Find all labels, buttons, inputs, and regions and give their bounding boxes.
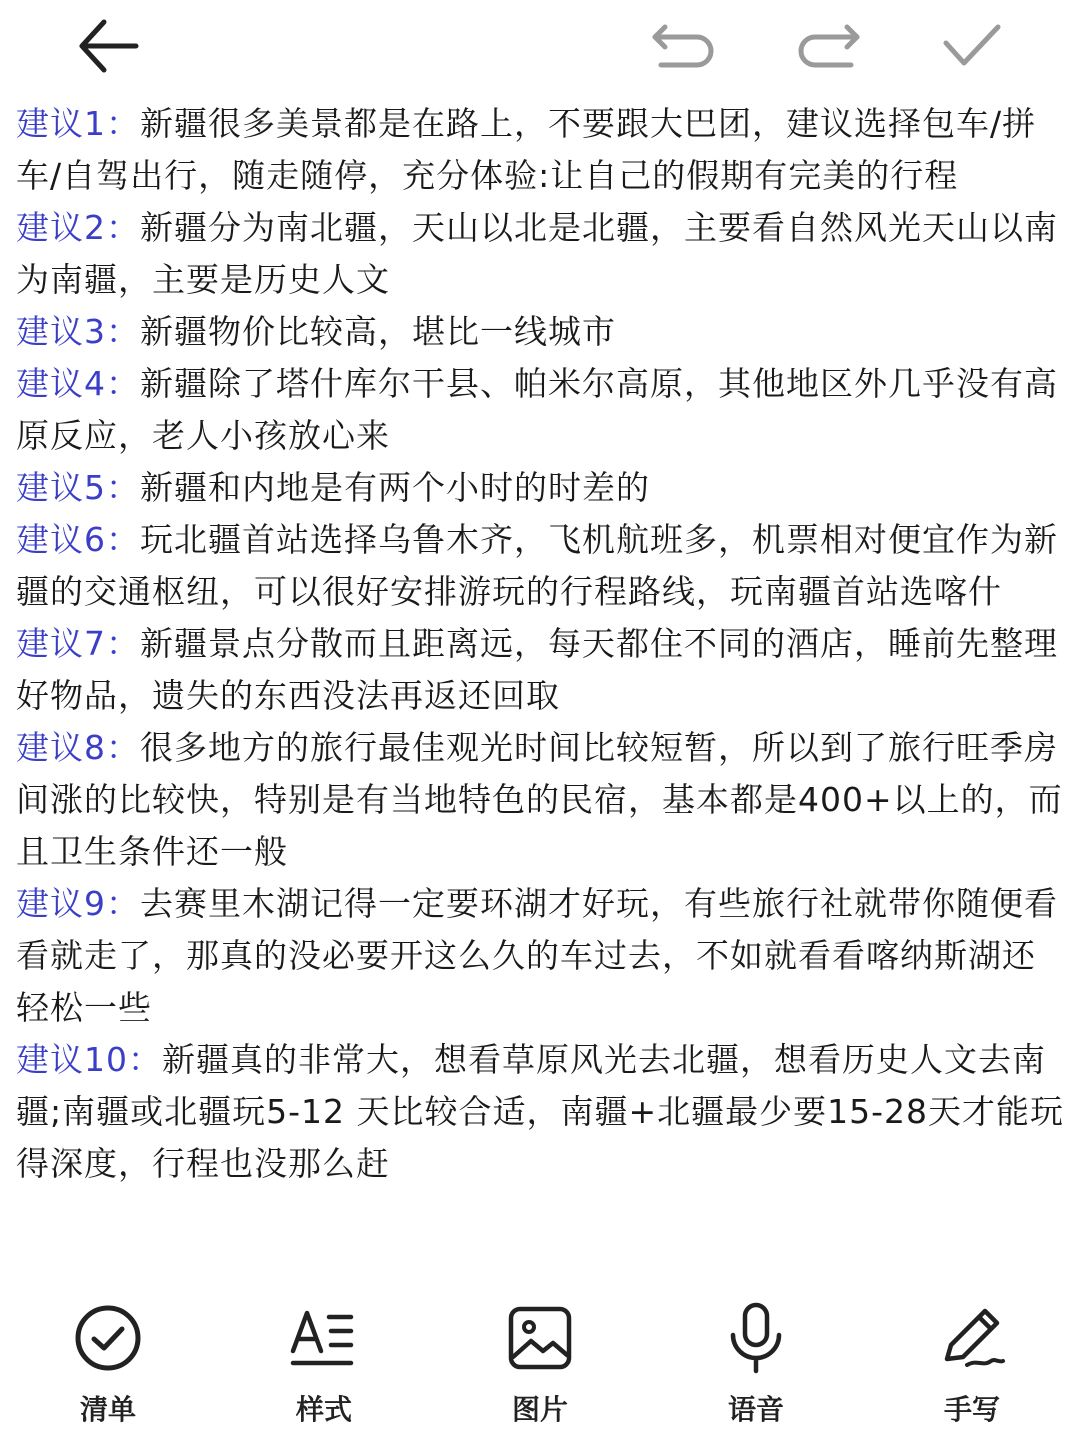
redo-icon	[795, 21, 861, 71]
checklist-button[interactable]	[38, 1298, 178, 1428]
handwriting-button[interactable]	[902, 1298, 1042, 1428]
item-label: 建议6：	[16, 520, 140, 559]
item-label: 建议10：	[16, 1040, 162, 1079]
item-label: 建议1：	[16, 104, 140, 143]
style-label: 样式	[295, 1393, 352, 1426]
note-item	[16, 306, 1066, 358]
arrow-left-icon	[76, 16, 140, 76]
item-label: 建议7：	[16, 624, 140, 663]
item-text: 新疆真的非常大，想看草原风光去北疆，想看历史人文去南疆;南疆或北疆玩5-12 天比较合适，南疆+北疆最少要15-28天才能玩得深度，行程也没那么赶	[16, 1040, 1065, 1183]
done-button[interactable]	[936, 14, 1008, 78]
microphone-icon	[721, 1301, 791, 1375]
note-item	[16, 1034, 1066, 1190]
item-text: 很多地方的旅行最佳观光时间比较短暂，所以到了旅行旺季房间涨的比较快，特别是有当地特色的民宿，基本都是400+以上的，而且卫生条件还一般	[16, 728, 1063, 871]
note-item	[16, 98, 1066, 202]
note-item	[16, 462, 1066, 514]
item-text: 新疆很多美景都是在路上，不要跟大巴团，建议选择包车/拼车/自驾出行，随走随停，充分体验:让自己的假期有完美的行程	[16, 104, 1037, 195]
item-label: 建议3：	[16, 312, 140, 351]
redo-button[interactable]	[792, 14, 864, 78]
item-text: 新疆分为南北疆，天山以北是北疆，主要看自然风光天山以南为南疆，主要是历史人文	[16, 208, 1058, 299]
style-button[interactable]	[254, 1298, 394, 1428]
note-item	[16, 878, 1066, 1034]
note-item	[16, 202, 1066, 306]
checklist-circle-check-icon	[73, 1303, 143, 1373]
voice-label: 语音	[727, 1393, 784, 1426]
checklist-label: 清单	[79, 1393, 136, 1426]
item-label: 建议5：	[16, 468, 140, 507]
item-label: 建议9：	[16, 884, 140, 923]
item-text: 去赛里木湖记得一定要环湖才好玩，有些旅行社就带你随便看看就走了，那真的没必要开这么久的车过去，不如就看看喀纳斯湖还轻松一些	[16, 884, 1058, 1027]
voice-button[interactable]	[686, 1298, 826, 1428]
back-button[interactable]	[72, 14, 144, 78]
note-item	[16, 514, 1066, 618]
item-label: 建议4：	[16, 364, 140, 403]
item-text: 新疆和内地是有两个小时的时差的	[140, 468, 650, 507]
image-icon	[505, 1303, 575, 1373]
note-item	[16, 722, 1066, 878]
image-label: 图片	[511, 1393, 568, 1426]
checkmark-icon	[940, 21, 1004, 71]
undo-button[interactable]	[648, 14, 720, 78]
top-toolbar	[0, 0, 1080, 96]
item-label: 建议2：	[16, 208, 140, 247]
note-body[interactable]	[16, 98, 1066, 1190]
item-text: 玩北疆首站选择乌鲁木齐，飞机航班多，机票相对便宜作为新疆的交通枢纽，可以很好安排游玩的行程路线，玩南疆首站选喀什	[16, 520, 1058, 611]
item-text: 新疆除了塔什库尔干县、帕米尔高原，其他地区外几乎没有高原反应，老人小孩放心来	[16, 364, 1058, 455]
handwriting-pen-icon	[937, 1303, 1007, 1373]
item-text: 新疆物价比较高，堪比一线城市	[140, 312, 616, 351]
note-item	[16, 618, 1066, 722]
item-text: 新疆景点分散而且距离远，每天都住不同的酒店，睡前先整理好物品，遗失的东西没法再返还回取	[16, 624, 1058, 715]
item-label: 建议8：	[16, 728, 140, 767]
handwriting-label: 手写	[943, 1393, 1000, 1426]
note-item	[16, 358, 1066, 462]
bottom-toolbar	[0, 1290, 1080, 1440]
undo-icon	[651, 21, 717, 71]
image-button[interactable]	[470, 1298, 610, 1428]
text-style-icon	[289, 1303, 359, 1373]
